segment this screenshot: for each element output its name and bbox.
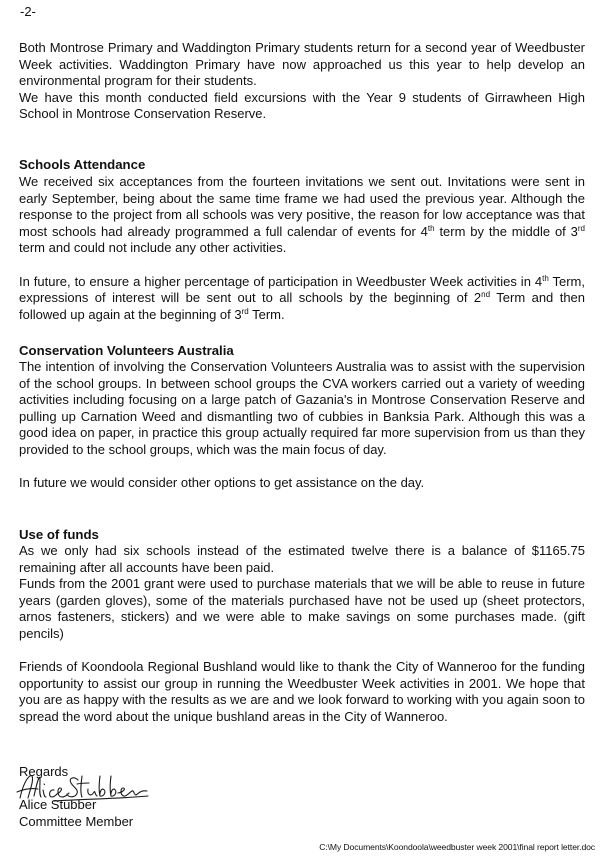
use-of-funds-paragraph-2: Funds from the 2001 grant were used to purchase materials that we will be able to reuse in future years (garden gloves), some of the materials purchased have not be used up (sheet protectors, arnos fasteners, stickers) and we were able to make savings on some purchases made. (gift pencils) xyxy=(19,576,585,641)
schools-attendance-section xyxy=(19,174,585,323)
schools-attendance-paragraph-1: We received six acceptances from the fourteen invitations we sent out. Invitations were sent in early September, being about the same time frame we had used the previous year. Although the response to the project from all schools was very positive, the reason for low acceptance was that most schools had already programmed a full calendar of events for 4th term by the middle of 3rd term and could not include any other activities. xyxy=(19,174,586,256)
page-number: -2- xyxy=(20,4,36,19)
cva-paragraph-2: In future we would consider other options to get assistance on the day. xyxy=(19,475,425,491)
signer-name: Alice Stubber xyxy=(19,797,97,813)
intro-paragraph-1: Both Montrose Primary and Waddington Primary students return for a second year of Weedbuster Week activities. Waddington Primary have now approached us this year to help develop an environmental program for their students. xyxy=(19,40,585,89)
cva-section xyxy=(19,359,585,492)
cva-paragraph-1: The intention of involving the Conservation Volunteers Australia was to assist with the supervision of the school groups. In between school groups the CVA workers carried out a variety of weeding activities including focusing on a large patch of Gazania's in Montrose Conservation Reserve and pulling up Carnation Weed and dismantling two of cubbies in Banksia Park. Although this was a good idea on paper, in practice this group actually required far more supervision from us than they provided to the school groups, which was the main focus of day. xyxy=(19,359,585,457)
intro-section xyxy=(19,40,585,123)
cva-heading: Conservation Volunteers Australia xyxy=(19,343,234,358)
handwritten-signature xyxy=(14,770,154,804)
use-of-funds-paragraph-1: As we only had six schools instead of the estimated twelve there is a balance of $1165.75 remaining after all accounts have been paid. xyxy=(19,543,585,575)
intro-paragraph-2: We have this month conducted field excursions with the Year 9 students of Girrawheen High School in Montrose Conservation Reserve. xyxy=(19,89,585,122)
use-of-funds-paragraph-3: Friends of Koondoola Regional Bushland would like to thank the City of Wanneroo for the funding opportunity to assist our group in running the Weedbuster Week activities in 2001. We hope that you are as happy with the results as we are and we look forward to working with you again soon to spread the word about the unique bushland areas in the City of Wanneroo. xyxy=(19,659,585,724)
signer-role: Committee Member xyxy=(19,813,134,829)
file-path-footer: C:\My Documents\Koondoola\weedbuster week 2001\final report letter.doc xyxy=(319,842,595,852)
use-of-funds-section xyxy=(19,543,585,726)
schools-attendance-heading: Schools Attendance xyxy=(19,157,146,172)
closing-regards: Regards xyxy=(19,764,69,779)
schools-attendance-paragraph-2: In future, to ensure a higher percentage of participation in Weedbuster Week activities in 4th Term, expressions of interest will be sent out to all schools by the beginning of 2nd Term and then followed up again at the beginning of 3rd Term. xyxy=(19,273,586,322)
use-of-funds-heading: Use of funds xyxy=(19,527,99,542)
